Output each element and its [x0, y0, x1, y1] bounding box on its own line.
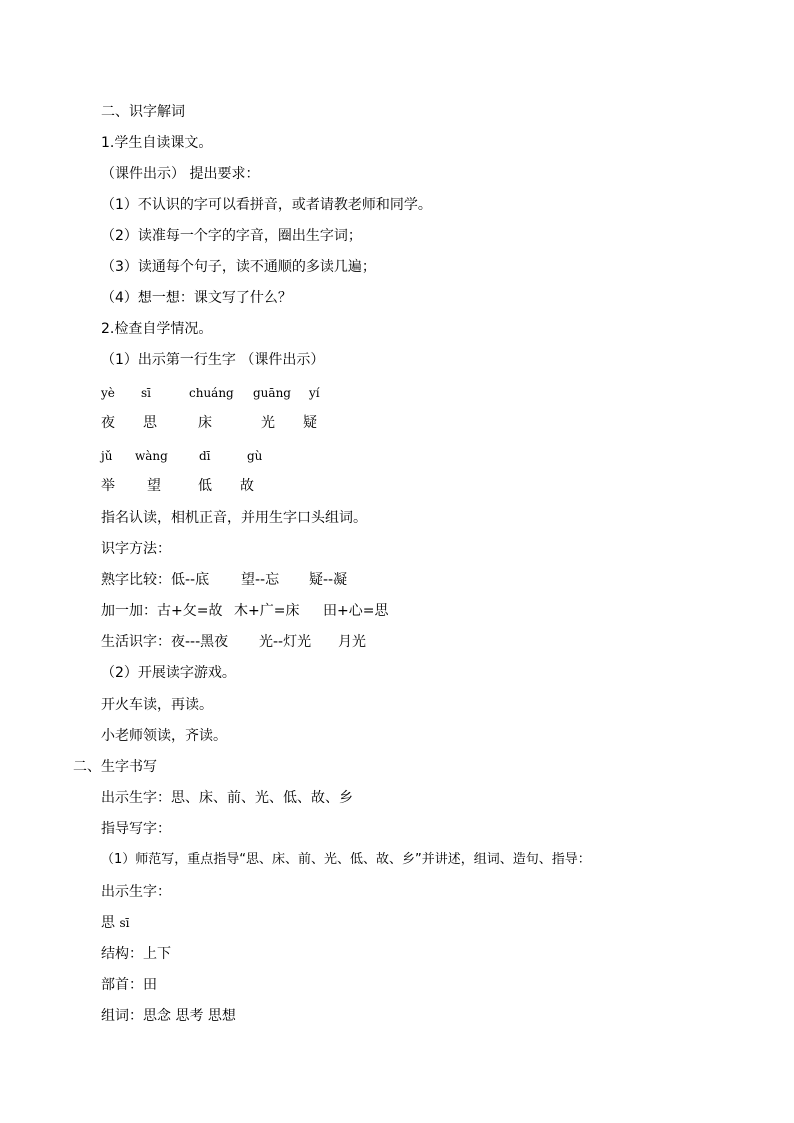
pinyin-row-1 — [0, 383, 794, 403]
add-item: 古+攵=故 — [157, 603, 223, 619]
add-label: 加一加： — [101, 603, 157, 619]
pinyin-cell: jǔ — [101, 449, 113, 463]
requirement-item: （1）不认识的字可以看拼音，或者请教老师和同学。 — [101, 197, 432, 213]
char-cell: 夜 — [101, 415, 115, 431]
pinyin-cell: guāng — [253, 386, 291, 400]
char-entry — [101, 913, 129, 933]
game-item: 开火车读，再读。 — [101, 697, 213, 713]
section2-heading: 二、生字书写 — [73, 759, 157, 775]
char-cell: 思 — [143, 415, 157, 431]
compare-label: 熟字比较： — [101, 572, 171, 588]
demo-instruction: （1）师范写，重点指导“思、床、前、光、低、故、乡”并讲述，组词、造句、指导： — [101, 852, 591, 867]
words: 组词：思念 思考 思想 — [101, 1008, 236, 1024]
char-cell: 床 — [198, 415, 212, 431]
guide-title: 指导写字： — [101, 821, 171, 837]
compare-item: 低--底 — [171, 572, 210, 588]
entry-char: 思 — [101, 915, 115, 931]
requirement-item: （3）读通每个句子，读不通顺的多读几遍； — [101, 259, 376, 275]
life-label: 生活识字： — [101, 634, 171, 650]
entry-pinyin: sī — [119, 916, 130, 930]
char-cell: 疑 — [303, 415, 317, 431]
compare-line — [0, 570, 794, 590]
pinyin-cell: wàng — [135, 449, 168, 463]
pinyin-cell: yè — [101, 386, 115, 400]
add-item: 木+广=床 — [234, 603, 300, 619]
char-cell: 低 — [198, 478, 212, 494]
compare-item: 望--忘 — [241, 572, 280, 588]
structure: 结构：上下 — [101, 946, 171, 962]
pinyin-cell: yí — [309, 386, 320, 400]
char-row-2 — [0, 476, 794, 496]
add-line — [0, 601, 794, 621]
life-item: 夜---黑夜 — [171, 634, 229, 650]
compare-item: 疑--凝 — [309, 572, 348, 588]
pinyin-cell: sī — [141, 386, 151, 400]
sub2-title: （2）开展读字游戏。 — [101, 665, 236, 681]
char-cell: 故 — [240, 478, 254, 494]
life-line — [0, 632, 794, 652]
section1-heading: 二、识字解词 — [101, 104, 185, 120]
show-title: 出示生字： — [101, 884, 171, 900]
sub1-title: （1）出示第一行生字 （课件出示） — [101, 352, 325, 368]
pinyin-cell: dī — [199, 449, 211, 463]
char-cell: 举 — [101, 478, 115, 494]
requirement-intro: （课件出示） 提出要求： — [101, 166, 260, 182]
pinyin-row-2 — [0, 446, 794, 466]
pinyin-cell: chuáng — [189, 386, 234, 400]
char-row-1 — [0, 413, 794, 433]
life-item: 月光 — [338, 634, 366, 650]
char-cell: 光 — [261, 415, 275, 431]
step1-title: 1.学生自读课文。 — [101, 135, 213, 151]
game-item: 小老师领读，齐读。 — [101, 728, 227, 744]
show-chars: 出示生字：思、床、前、光、低、故、乡 — [101, 790, 353, 806]
add-item: 田+心=思 — [323, 603, 389, 619]
pinyin-cell: gù — [247, 449, 263, 463]
life-item: 光--灯光 — [259, 634, 312, 650]
radical: 部首：田 — [101, 977, 157, 993]
requirement-item: （4）想一想：课文写了什么？ — [101, 290, 292, 306]
step2-title: 2.检查自学情况。 — [101, 321, 213, 337]
requirement-item: （2）读准每一个字的字音，圈出生字词； — [101, 228, 362, 244]
instruction: 指名认读，相机正音，并用生字口头组词。 — [101, 510, 367, 526]
method-title: 识字方法： — [101, 541, 171, 557]
char-cell: 望 — [147, 478, 161, 494]
